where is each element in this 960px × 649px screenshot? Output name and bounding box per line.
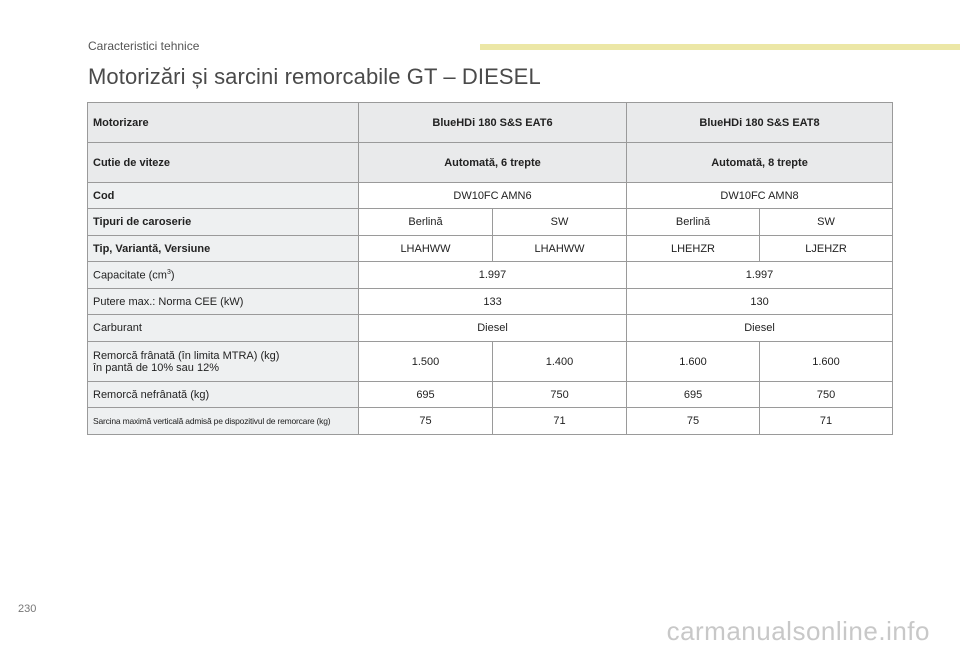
row-label-carburant: Carburant — [88, 315, 359, 342]
cell-fuel-eat8: Diesel — [627, 315, 893, 342]
cell-unbraked-3: 695 — [627, 382, 760, 408]
cell-braked-4: 1.600 — [760, 342, 893, 382]
table-row-motorizare — [88, 103, 893, 143]
page-title: Motorizări și sarcini remorcabile GT – DIESEL — [88, 64, 541, 89]
table-row-cutie — [88, 143, 893, 183]
table-row-cod — [88, 183, 893, 209]
cell-noseweight-1: 75 — [359, 408, 493, 435]
table-row-carburant — [88, 315, 893, 342]
cell-type-1: LHAHWW — [359, 236, 493, 262]
cell-unbraked-2: 750 — [493, 382, 627, 408]
page-number: 230 — [18, 603, 37, 615]
cell-gearbox-eat6: Automată, 6 trepte — [359, 143, 627, 183]
cell-braked-3: 1.600 — [627, 342, 760, 382]
cell-noseweight-4: 71 — [760, 408, 893, 435]
row-label-motorizare: Motorizare — [88, 103, 359, 143]
cell-unbraked-4: 750 — [760, 382, 893, 408]
cell-code-eat8: DW10FC AMN8 — [627, 183, 893, 209]
row-label-putere: Putere max.: Norma CEE (kW) — [88, 289, 359, 315]
table-row-tip — [88, 236, 893, 262]
row-label-remorca-nefranata: Remorcă nefrânată (kg) — [88, 382, 359, 408]
cell-capacity-eat6: 1.997 — [359, 262, 627, 289]
table-row-remorca-nefranata — [88, 382, 893, 408]
cell-braked-1: 1.500 — [359, 342, 493, 382]
cell-body-2: SW — [493, 209, 627, 236]
table-row-remorca-franata — [88, 342, 893, 382]
section-bar — [480, 44, 960, 50]
cell-power-eat6: 133 — [359, 289, 627, 315]
cell-power-eat8: 130 — [627, 289, 893, 315]
cell-engine-eat6: BlueHDi 180 S&S EAT6 — [359, 103, 627, 143]
cell-type-3: LHEHZR — [627, 236, 760, 262]
row-label-tip: Tip, Variantă, Versiune — [88, 236, 359, 262]
cell-braked-2: 1.400 — [493, 342, 627, 382]
row-label-capacitate: Capacitate $(cm^3)$ — [88, 262, 359, 289]
cell-body-1: Berlină — [359, 209, 493, 236]
row-label-cod: Cod — [88, 183, 359, 209]
section-label: Caracteristici tehnice — [88, 39, 200, 53]
row-label-sarcina: Sarcina maximă verticală admisă pe dispozitivul de remorcare (kg) — [88, 408, 359, 435]
cell-body-3: Berlină — [627, 209, 760, 236]
table-row-caroserie — [88, 209, 893, 236]
table-row-capacitate — [88, 262, 893, 289]
cell-body-4: SW — [760, 209, 893, 236]
table-row-putere — [88, 289, 893, 315]
row-label-remorca-franata: Remorcă frânată (în limita MTRA) (kg) în pantă de 10% sau 12% — [88, 342, 359, 382]
cell-code-eat6: DW10FC AMN6 — [359, 183, 627, 209]
cell-type-4: LJEHZR — [760, 236, 893, 262]
row-label-caroserie: Tipuri de caroserie — [88, 209, 359, 236]
watermark: carmanualsonline.info — [666, 616, 930, 646]
cell-capacity-eat8: 1.997 — [627, 262, 893, 289]
cell-engine-eat8: BlueHDi 180 S&S EAT8 — [627, 103, 893, 143]
cell-gearbox-eat8: Automată, 8 trepte — [627, 143, 893, 183]
spec-table — [87, 102, 893, 435]
cell-type-2: LHAHWW — [493, 236, 627, 262]
table-row-sarcina — [88, 408, 893, 435]
row-label-cutie: Cutie de viteze — [88, 143, 359, 183]
cell-noseweight-2: 71 — [493, 408, 627, 435]
cell-fuel-eat6: Diesel — [359, 315, 627, 342]
cell-unbraked-1: 695 — [359, 382, 493, 408]
cell-noseweight-3: 75 — [627, 408, 760, 435]
